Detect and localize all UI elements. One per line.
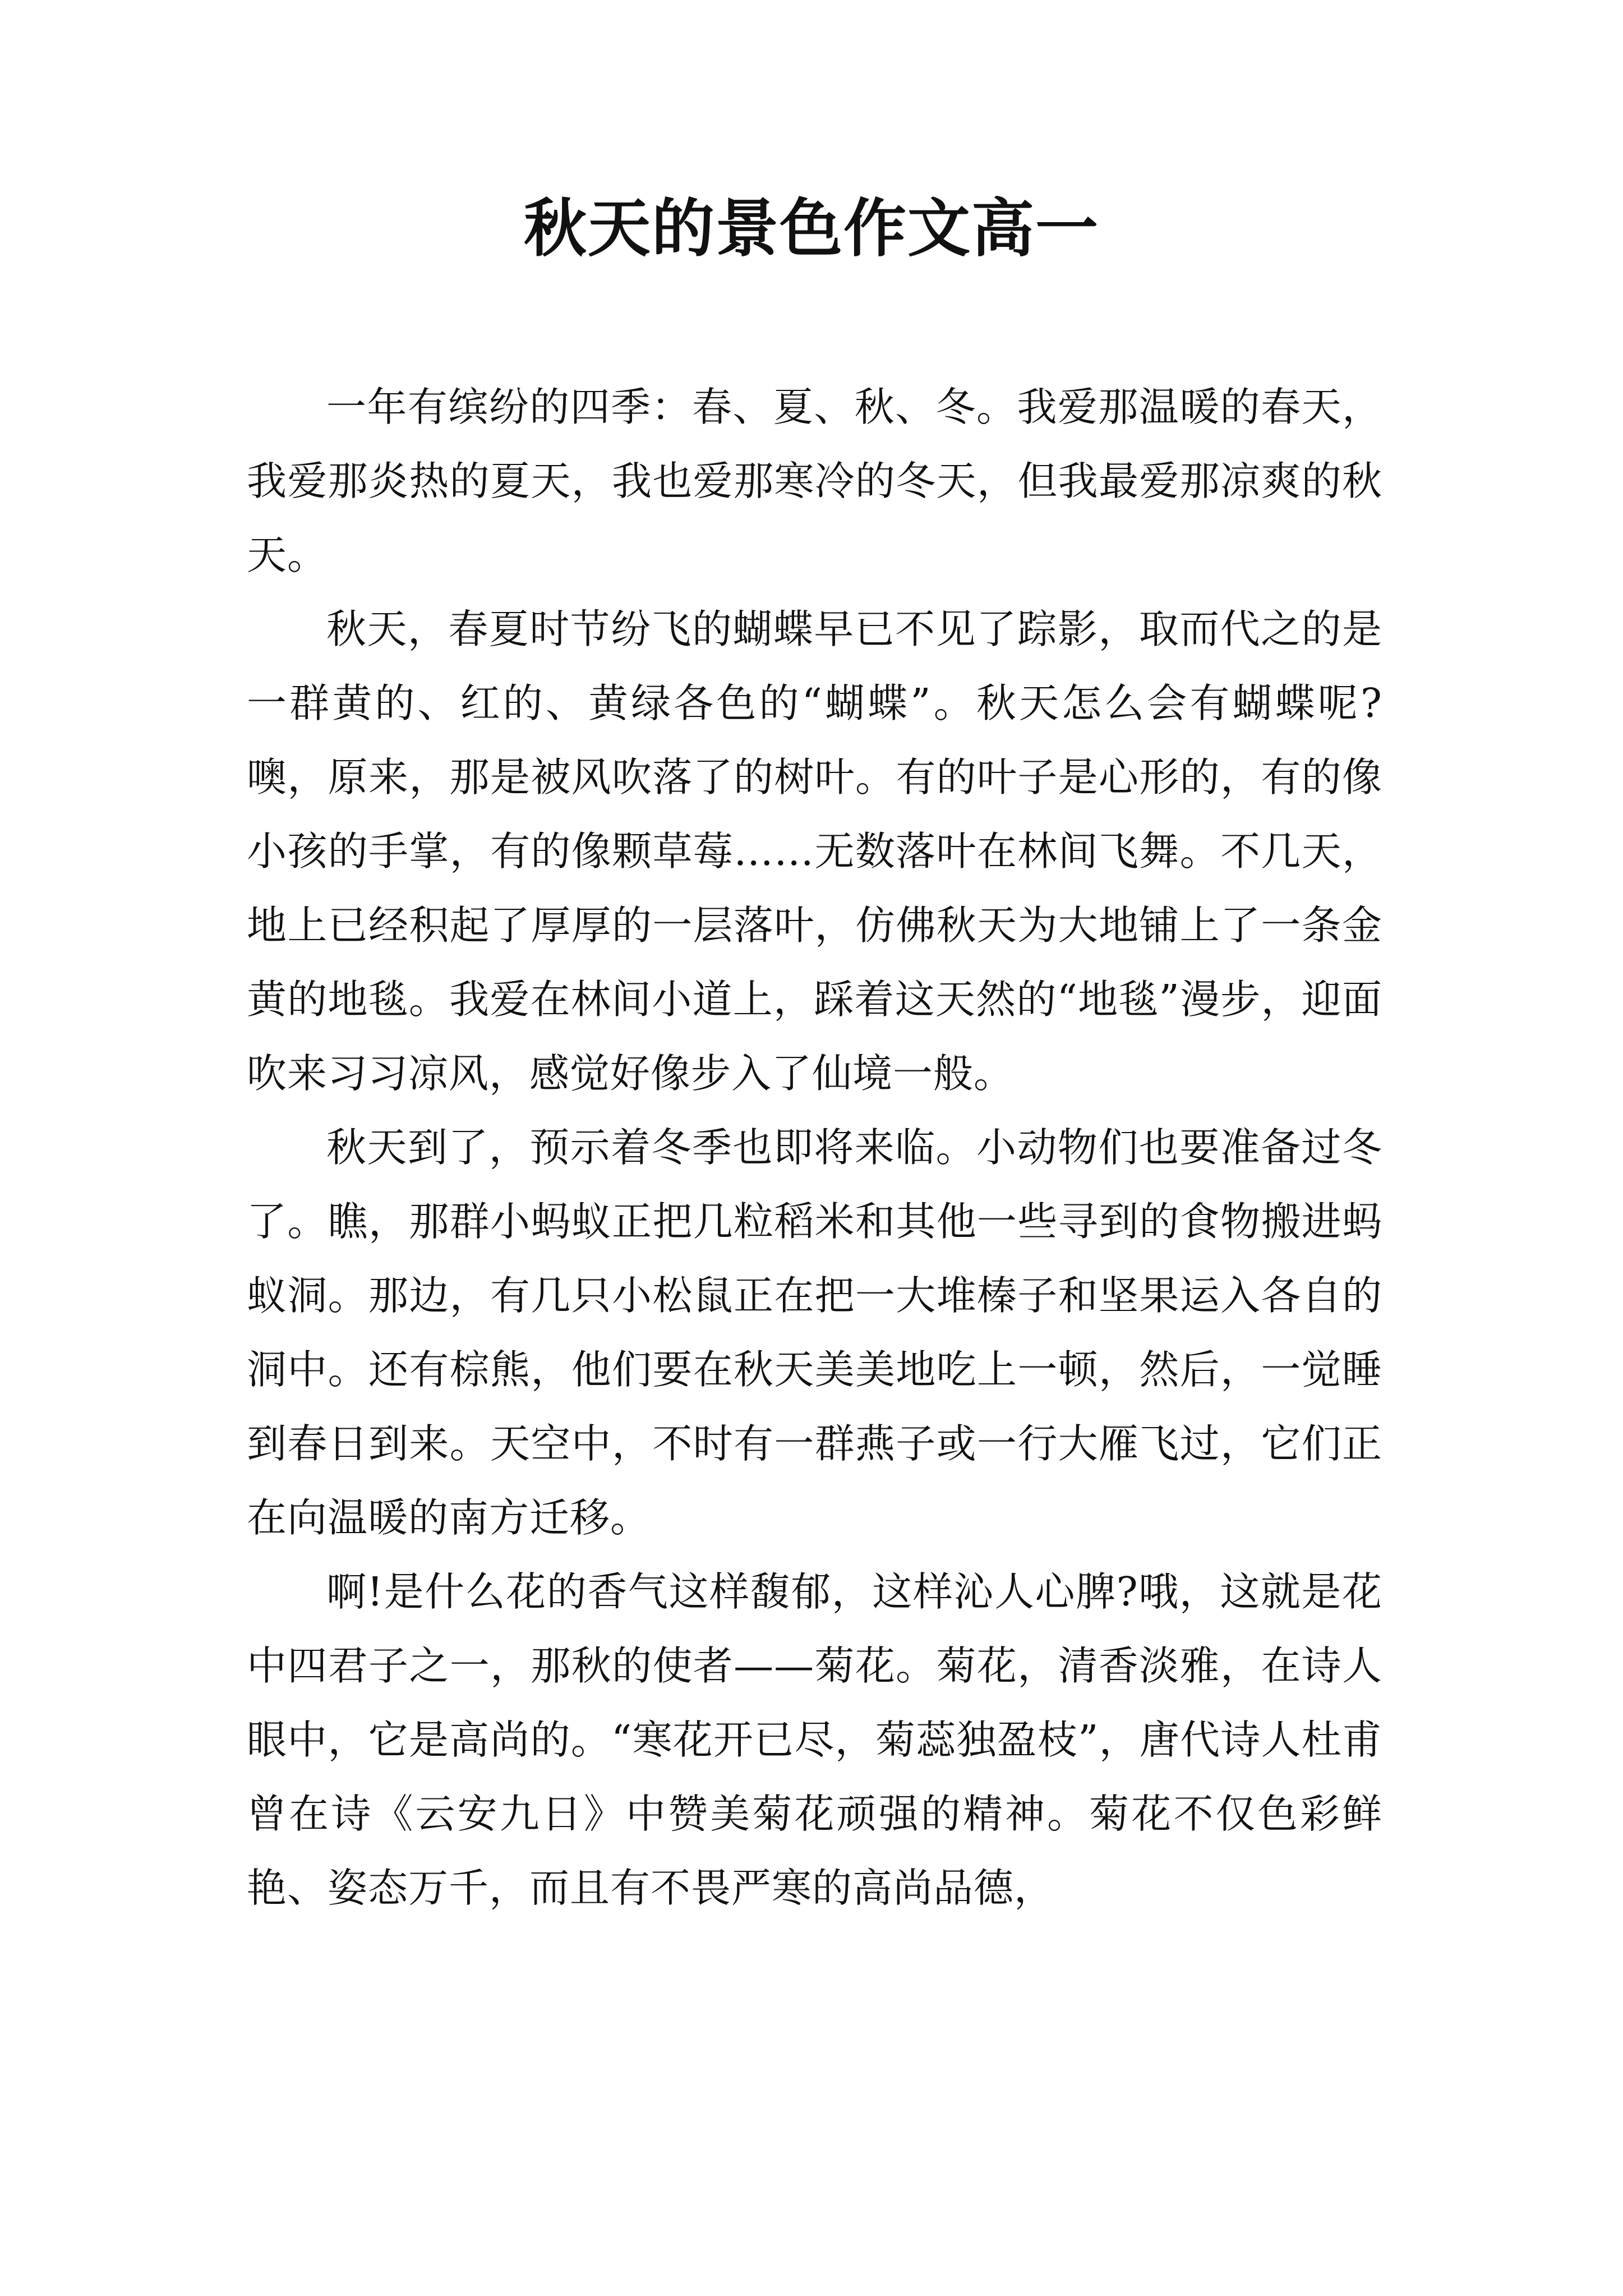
paragraph-4: 啊!是什么花的香气这样馥郁，这样沁人心脾?哦，这就是花中四君子之一，那秋的使者——菊花。菊花，清香淡雅，在诗人眼中，它是高尚的。“寒花开已尽，菊蕊独盈枝”，唐代诗人杜甫曾在诗《云安九日》中赞美菊花顽强的精神。菊花不仅色彩鲜艳、姿态万千，而且有不畏严寒的高尚品德， [247,1568,1382,1911]
paragraph-1: 一年有缤纷的四季：春、夏、秋、冬。我爱那温暖的春天，我爱那炎热的夏天，我也爱那寒冷的冬天，但我最爱那凉爽的秋天。 [247,384,1382,578]
paragraph-3: 秋天到了，预示着冬季也即将来临。小动物们也要准备过冬了。瞧，那群小蚂蚁正把几粒稻米和其他一些寻到的食物搬进蚂蚁洞。那边，有几只小松鼠正在把一大堆榛子和坚果运入各自的洞中。还有棕熊，他们要在秋天美美地吃上一顿，然后，一觉睡到春日到来。天空中，不时有一群燕子或一行大雁飞过，它们正在向温暖的南方迁移。 [247,1124,1382,1541]
paragraph-2: 秋天，春夏时节纷飞的蝴蝶早已不见了踪影，取而代之的是一群黄的、红的、黄绿各色的“蝴蝶”。秋天怎么会有蝴蝶呢?噢，原来，那是被风吹落了的树叶。有的叶子是心形的，有的像小孩的手掌，有的像颗草莓……无数落叶在林间飞舞。不几天，地上已经积起了厚厚的一层落叶，仿佛秋天为大地铺上了一条金黄的地毯。我爱在林间小道上，踩着这天然的“地毯”漫步，迎面吹来习习凉风，感觉好像步入了仙境一般。 [247,606,1382,1097]
page-title: 秋天的景色作文高一 [524,192,1099,265]
essay-body [247,370,1382,1925]
